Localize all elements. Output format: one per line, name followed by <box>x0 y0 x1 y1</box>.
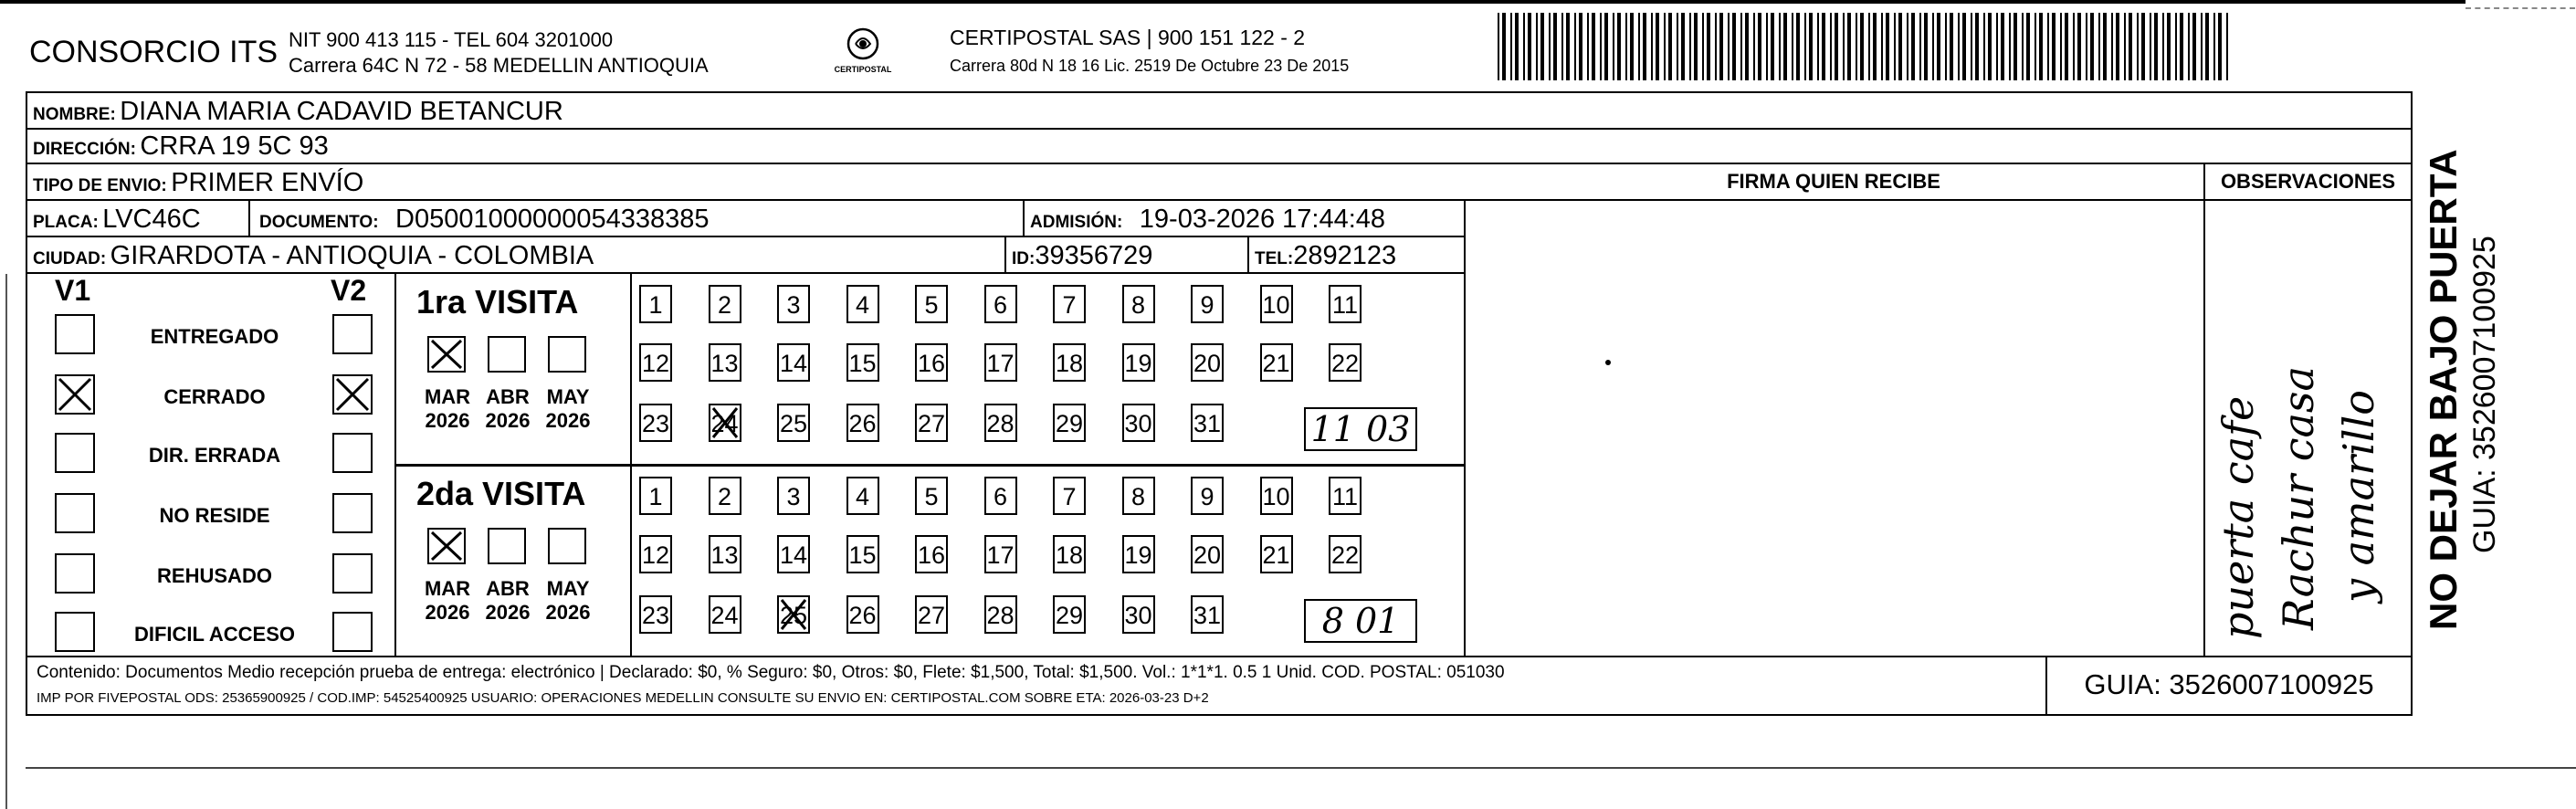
cut-line <box>2466 7 2575 9</box>
visit1-day-number: 11 <box>1331 291 1359 319</box>
certipostal-logo <box>822 26 904 74</box>
nombre-value: DIANA MARIA CADAVID BETANCUR <box>120 97 563 126</box>
visit2-day-number: 2 <box>717 483 732 510</box>
visit1-day-cell <box>709 343 741 382</box>
status-checkbox-v2 <box>332 374 373 415</box>
visit2-day-cell <box>1329 477 1362 515</box>
visit1-day-cell <box>1260 285 1293 323</box>
visit1-day-number: 10 <box>1262 291 1290 319</box>
visit2-day-cell <box>1191 535 1224 573</box>
status-checkbox-v2 <box>332 433 373 473</box>
visit1-day-cell <box>846 343 879 382</box>
visit2-day-number: 21 <box>1262 541 1290 569</box>
visit2-day-number: 29 <box>1055 602 1084 629</box>
courier-line2: Carrera 80d N 18 16 Lic. 2519 De Octubre 23 De 2015 <box>950 57 1350 75</box>
visit2-month-year: 2026 <box>545 601 591 624</box>
status-checkbox-v1 <box>55 493 95 533</box>
tipo-row <box>33 168 363 198</box>
visit1-time-box: 11 03 <box>1304 407 1417 451</box>
visit1-day-cell <box>984 343 1017 382</box>
visit2-day-number: 19 <box>1124 541 1152 569</box>
visit2-day-number: 5 <box>924 483 939 510</box>
visit2-day-cell <box>777 595 810 634</box>
col-line <box>1247 236 1249 272</box>
visit1-month-label: ABR <box>486 385 530 408</box>
direccion-value: CRRA 19 5C 93 <box>140 131 329 161</box>
col-line <box>2203 163 2205 656</box>
visit1-day-cell <box>639 404 672 442</box>
visit2-day-number: 30 <box>1124 602 1152 629</box>
visit1-day-number: 17 <box>986 350 1015 377</box>
col-line <box>1464 199 1466 656</box>
visit2-day-number: 18 <box>1055 541 1084 569</box>
visit2-day-number: 8 <box>1130 483 1146 510</box>
visit1-day-cell <box>1260 343 1293 382</box>
firma-label: FIRMA QUIEN RECIBE <box>1727 170 1940 193</box>
visit1-day-number: 18 <box>1055 350 1084 377</box>
visit2-day-cell <box>639 535 672 573</box>
row-line <box>26 163 2413 164</box>
visit1-day-number: 26 <box>848 410 877 437</box>
visit2-day-number: 11 <box>1331 483 1359 510</box>
visit1-day-cell <box>846 285 879 323</box>
row-line <box>26 272 1464 274</box>
id-value: 39356729 <box>1035 241 1153 270</box>
tipo-value: PRIMER ENVÍO <box>171 168 364 197</box>
tel-row <box>1255 241 1396 271</box>
footer-imp: IMP POR FIVEPOSTAL ODS: 25365900925 / COD.IMP: 54525400925 USUARIO: OPERACIONES MEDELLIN CONSULTE SU ENVIO EN: CERTIPOSTAL.COM SOBRE ETA: 2026-03-23 D+2 <box>37 690 1209 706</box>
visit2-day-cell <box>1122 535 1155 573</box>
visit2-month-year: 2026 <box>485 601 531 624</box>
x-mark-icon <box>429 338 464 371</box>
visit2-day-number: 31 <box>1193 602 1222 629</box>
side-warning: NO DEJAR BAJO PUERTA <box>2422 149 2465 630</box>
visit2-day-number: 6 <box>993 483 1008 510</box>
visit1-day-number: 5 <box>924 291 939 319</box>
visit1-day-cell <box>639 285 672 323</box>
status-checkbox-v2 <box>332 612 373 652</box>
nombre-row <box>33 97 563 127</box>
visit1-day-number: 2 <box>717 291 732 319</box>
visit2-day-cell <box>1191 477 1224 515</box>
status-label: CERRADO <box>163 385 266 408</box>
visit1-day-number: 20 <box>1193 350 1222 377</box>
ciudad-row <box>33 241 594 271</box>
id-row <box>1012 241 1152 271</box>
visit2-day-number: 10 <box>1262 483 1290 510</box>
scan-edge <box>5 274 7 809</box>
visit1-day-cell <box>984 285 1017 323</box>
ciudad-value: GIRARDOTA - ANTIOQUIA - COLOMBIA <box>110 241 594 270</box>
company-address: Carrera 64C N 72 - 58 MEDELLIN ANTIOQUIA <box>289 54 709 77</box>
visit2-month-year: 2026 <box>425 601 470 624</box>
visit2-day-number: 16 <box>917 541 946 569</box>
visit1-day-cell <box>1329 285 1362 323</box>
col-line <box>1004 236 1006 272</box>
visit2-month-label: MAR <box>424 577 471 600</box>
visit1-day-number: 28 <box>986 410 1015 437</box>
visit2-day-cell <box>915 535 948 573</box>
visit1-month-checkbox <box>488 336 526 373</box>
visit1-day-cell <box>777 343 810 382</box>
visit1-day-number: 9 <box>1200 291 1214 319</box>
visit1-day-number: 29 <box>1055 410 1084 437</box>
visit1-day-cell <box>777 285 810 323</box>
visit2-day-cell <box>1260 477 1293 515</box>
documento-row <box>259 205 710 235</box>
status-label: DIR. ERRADA <box>148 444 281 467</box>
visit1-day-cell <box>1122 404 1155 442</box>
visit1-day-cell <box>1191 404 1224 442</box>
visit2-day-cell <box>709 595 741 634</box>
visit1-month-label: MAR <box>424 385 471 408</box>
visit1-day-cell <box>777 404 810 442</box>
visit1-month-checkbox <box>548 336 586 373</box>
visit1-month-year: 2026 <box>425 409 470 432</box>
visit2-day-cell <box>1260 535 1293 573</box>
visit2-day-number: 25 <box>779 602 808 629</box>
visit2-day-cell <box>846 595 879 634</box>
v2-label: V2 <box>331 274 367 307</box>
visit2-day-number: 7 <box>1062 483 1077 510</box>
visit1-day-cell <box>1191 343 1224 382</box>
visit2-day-number: 28 <box>986 602 1015 629</box>
visit2-day-cell <box>846 477 879 515</box>
visit2-day-number: 15 <box>848 541 877 569</box>
visit1-month-label: MAY <box>546 385 590 408</box>
visit2-day-cell <box>1122 595 1155 634</box>
col-line <box>1023 199 1025 236</box>
status-checkbox-v1 <box>55 553 95 594</box>
visit2-day-cell <box>777 535 810 573</box>
visit2-day-cell <box>984 535 1017 573</box>
visit2-day-number: 24 <box>710 602 739 629</box>
visit2-day-number: 22 <box>1330 541 1360 569</box>
visit1-month-year: 2026 <box>485 409 531 432</box>
placa-value: LVC46C <box>102 205 201 234</box>
visit1-day-number: 1 <box>648 291 663 319</box>
visit2-day-cell <box>639 477 672 515</box>
ciudad-label: CIUDAD: <box>33 249 107 268</box>
visit1-day-cell <box>1122 343 1155 382</box>
visit1-day-number: 24 <box>710 410 739 437</box>
visit2-day-cell <box>709 477 741 515</box>
scan-edge-bottom <box>26 767 2576 769</box>
visit1-title: 1ra VISITA <box>416 283 579 320</box>
top-edge <box>0 0 2466 4</box>
visit2-day-number: 4 <box>855 483 870 510</box>
status-label: REHUSADO <box>157 564 272 587</box>
visit1-day-cell <box>915 404 948 442</box>
visit2-day-cell <box>777 477 810 515</box>
visit2-title: 2da VISITA <box>416 475 586 512</box>
visit1-day-number: 16 <box>917 350 946 377</box>
visit1-day-cell <box>1122 285 1155 323</box>
visit2-day-cell <box>1191 595 1224 634</box>
visit1-day-number: 6 <box>993 291 1008 319</box>
admision-label: ADMISIÓN: <box>1030 213 1123 232</box>
row-line <box>26 656 2413 657</box>
visit1-day-number: 3 <box>786 291 801 319</box>
footer-contenido: Contenido: Documentos Medio recepción prueba de entrega: electrónico | Declarado: $0, % Seguro: $0, Otros: $0, Flete: $1,500, Total: $1,500. Vol.: 1*1*1. 0.5 1 Unid. COD. POSTAL: 051030 <box>37 663 1505 682</box>
company-name: CONSORCIO ITS <box>29 35 279 69</box>
visit1-day-cell <box>1053 404 1086 442</box>
visit1-day-number: 14 <box>779 350 808 377</box>
documento-value: D05001000000054338385 <box>395 205 710 234</box>
visit2-day-number: 3 <box>786 483 801 510</box>
visit2-time-box: 8 01 <box>1304 599 1417 643</box>
visit1-month-checkbox <box>427 336 466 373</box>
obs-line-1: puerta cafe <box>2213 395 2263 639</box>
admision-value: 19-03-2026 17:44:48 <box>1139 205 1386 234</box>
documento-label: DOCUMENTO: <box>259 213 379 232</box>
visit2-day-number: 1 <box>648 483 663 510</box>
visit2-month-checkbox <box>548 528 586 564</box>
visit2-day-cell <box>984 477 1017 515</box>
obs-line-2: Rachur casa <box>2274 366 2323 630</box>
tel-label: TEL: <box>1255 249 1294 268</box>
x-mark-icon <box>334 376 371 413</box>
visit1-day-number: 4 <box>855 291 870 319</box>
visit1-day-number: 22 <box>1330 350 1360 377</box>
visit2-day-number: 13 <box>710 541 739 569</box>
visit1-day-number: 12 <box>641 350 670 377</box>
visit1-day-number: 23 <box>641 410 670 437</box>
row-line <box>26 128 2413 130</box>
v1-label: V1 <box>55 274 91 307</box>
courier-line1: CERTIPOSTAL SAS | 900 151 122 - 2 <box>950 26 1306 49</box>
visit1-day-cell <box>1191 285 1224 323</box>
status-checkbox-v1 <box>55 612 95 652</box>
visit2-month-checkbox <box>488 528 526 564</box>
obs-line-3: y amarillo <box>2334 390 2383 603</box>
x-mark-icon <box>57 376 93 413</box>
visit1-day-number: 30 <box>1124 410 1152 437</box>
visit1-day-cell <box>1329 343 1362 382</box>
visit1-day-cell <box>709 404 741 442</box>
visit2-day-number: 9 <box>1200 483 1214 510</box>
placa-row <box>33 205 201 235</box>
visit1-day-cell <box>639 343 672 382</box>
company-nit: NIT 900 413 115 - TEL 604 3201000 <box>289 28 614 51</box>
barcode-image <box>1498 13 2228 80</box>
visit2-day-cell <box>1053 535 1086 573</box>
visit1-day-number: 13 <box>710 350 739 377</box>
visit1-day-cell <box>915 285 948 323</box>
visit1-day-number: 31 <box>1193 410 1222 437</box>
visit1-day-number: 25 <box>779 410 808 437</box>
visit2-day-number: 27 <box>917 602 946 629</box>
status-checkbox-v2 <box>332 314 373 354</box>
visit2-day-cell <box>1053 477 1086 515</box>
visit2-day-cell <box>984 595 1017 634</box>
visit2-day-cell <box>1122 477 1155 515</box>
visit2-day-number: 12 <box>641 541 670 569</box>
visit1-day-cell <box>1053 343 1086 382</box>
visit2-day-cell <box>915 595 948 634</box>
visit1-day-cell <box>846 404 879 442</box>
observaciones-label: OBSERVACIONES <box>2220 170 2396 193</box>
status-label: NO RESIDE <box>159 504 270 527</box>
visit1-day-number: 21 <box>1262 350 1290 377</box>
visit2-day-number: 14 <box>779 541 808 569</box>
visit2-day-cell <box>1329 535 1362 573</box>
visit2-day-cell <box>915 477 948 515</box>
side-guia: GUIA: 3526007100925 <box>2467 236 2502 553</box>
visit1-day-cell <box>709 285 741 323</box>
row-line <box>394 464 1464 467</box>
status-checkbox-v2 <box>332 553 373 594</box>
visit1-day-cell <box>1053 285 1086 323</box>
visit2-day-number: 20 <box>1193 541 1222 569</box>
visit1-day-number: 27 <box>917 410 946 437</box>
visit2-day-cell <box>639 595 672 634</box>
direccion-row <box>33 131 329 162</box>
visit2-day-number: 23 <box>641 602 670 629</box>
visit1-day-number: 15 <box>848 350 877 377</box>
visit1-day-cell <box>984 404 1017 442</box>
placa-label: PLACA: <box>33 213 99 232</box>
x-mark-icon <box>429 530 464 562</box>
tel-value: 2892123 <box>1293 241 1397 270</box>
status-checkbox-v2 <box>332 493 373 533</box>
logo-icon <box>843 26 883 62</box>
status-label: ENTREGADO <box>150 325 279 348</box>
visit1-day-number: 8 <box>1130 291 1146 319</box>
col-line <box>630 272 632 656</box>
visit2-day-cell <box>1053 595 1086 634</box>
visit1-day-number: 7 <box>1062 291 1077 319</box>
signature-mark <box>1605 360 1611 365</box>
status-checkbox-v1 <box>55 374 95 415</box>
admision-row <box>1030 205 1385 235</box>
visit2-day-number: 26 <box>848 602 877 629</box>
visit1-day-cell <box>915 343 948 382</box>
visit1-month-year: 2026 <box>545 409 591 432</box>
col-line <box>248 199 250 236</box>
id-label: ID: <box>1012 249 1036 268</box>
tipo-label: TIPO DE ENVIO: <box>33 176 167 195</box>
visit2-day-cell <box>709 535 741 573</box>
logo-text: CERTIPOSTAL <box>834 65 892 74</box>
visit2-month-checkbox <box>427 528 466 564</box>
visit1-day-number: 19 <box>1124 350 1152 377</box>
visit2-month-label: ABR <box>486 577 530 600</box>
status-checkbox-v1 <box>55 314 95 354</box>
row-line <box>26 199 2413 201</box>
barcode <box>1498 13 2228 80</box>
visit2-day-cell <box>846 535 879 573</box>
visit2-day-number: 17 <box>986 541 1015 569</box>
visit2-month-label: MAY <box>546 577 590 600</box>
status-checkbox-v1 <box>55 433 95 473</box>
footer-guia: GUIA: 3526007100925 <box>2084 668 2374 700</box>
nombre-label: NOMBRE: <box>33 105 116 124</box>
status-label: DIFICIL ACCESO <box>133 623 295 646</box>
direccion-label: DIRECCIÓN: <box>33 140 136 159</box>
